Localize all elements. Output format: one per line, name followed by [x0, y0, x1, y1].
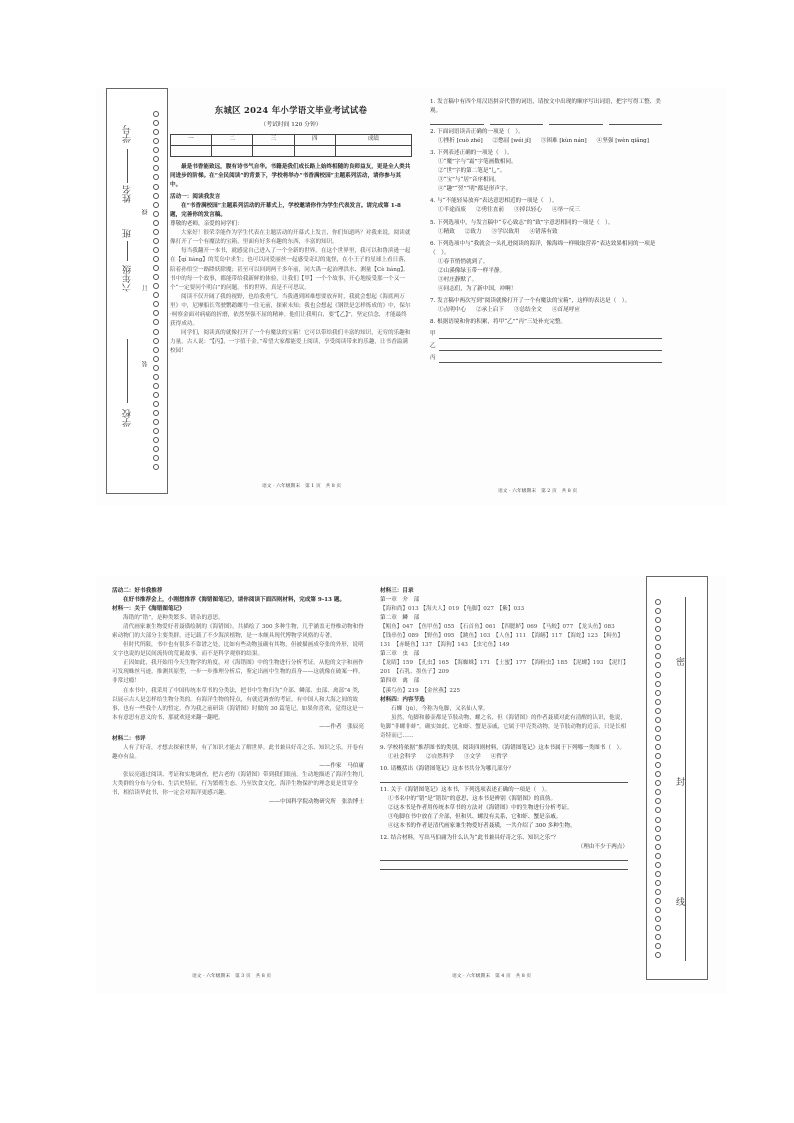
activity-1-title: 活动一：阅读我发言 [170, 194, 221, 201]
score-cell[interactable] [335, 146, 411, 157]
score-cell[interactable] [171, 146, 212, 157]
toc-chapter: 第三章 虫 部 [380, 651, 420, 658]
q12-note: （理由不少于两点） [577, 844, 628, 851]
option[interactable]: ③困难 [kùn nán] [540, 138, 587, 145]
option[interactable]: ③村庄静默了。 [438, 276, 478, 283]
option[interactable]: ④首尾呼应 [551, 306, 580, 313]
option[interactable]: ③掉以轻心 [513, 207, 542, 214]
activity-1-instruction: 在“书香满校园”主题系列活动的开幕式上，学校邀请你作为学生代表发言。请完成第 1-8 题，完善你的发言稿。 [170, 203, 401, 219]
option[interactable]: ④“趣”“翌”“明”都是形声字。 [438, 186, 512, 193]
material-paragraph: 虽然，龟脚和藤壶都是节肢动物，螺之名，但《海错图》的作者聂璜对此有清醒的认识，他说，龟脚“非螺非蚌”。确实如此，它和虾、蟹是亲戚，它属于甲壳类动物，是节肢动物的近亲，只是长相奇特而已…… [380, 714, 627, 739]
question-9: 9. 学校将依据“推荐图书的类别，阅读四则材料，《海错图笔记》这本书属于下列哪一类图书（ ）。 [380, 744, 625, 751]
material-3-title: 材料三：目录 [380, 588, 414, 594]
question-12: 12. 结合材料，写出马伯庸为什么认为“此书兼具好奇之乐、知识之乐”？ [380, 835, 559, 842]
q12-answer-line[interactable] [380, 861, 628, 870]
question-5: 5. 下列选项中，与发言稿中“专心致志”的“致”字意思相同的一项是（ ）。 [430, 219, 614, 226]
material-paragraph: 张辰亮通过阅读、考证和实地调查，把古老的《海错图》带到我们眼前。生动地描述了海洋生物几大类群的分布与分布、生活史特征，行为繁殖生态。乃至饮食文化，海洋生物保护的理念更是贯穿全书，相信读毕此书，你一定会对海洋更感兴趣。 [112, 771, 364, 797]
material-2-author: ——作家 马伯庸 [319, 762, 364, 769]
q1-answer-blanks[interactable] [430, 116, 662, 125]
score-header: 一 [171, 135, 212, 146]
page-4 [380, 587, 628, 870]
option[interactable]: ④举一反三 [551, 207, 580, 214]
q6-options [430, 258, 662, 294]
exam-duration: （考试时间 120 分钟） [260, 121, 322, 128]
option[interactable]: ②承上启下 [475, 306, 504, 313]
speech-paragraph: 每当我翻开一本书，就感觉自己进入了一个全新的世界。在这个世界里，我可以和鲁滨逊一起在【qí liáng】的荒岛中求生；也可以同爱丽丝一起感受奇幻的鬼怪，在小王子的星球上看日落，陪着孙悟空一路降妖除魔；甚至可以回到两千多年前，同大禹一起治理洪水、测量【Cè liáng】。书中的每一个故事，都能带给我新鲜的体验，让我们【甲】一个个故事，开心地接受那一个又一个“一定要问个明白”的问题。书的世界，真是不可思议。 [170, 248, 411, 291]
toc-items: 【鲳鱼】047 【鱼甲鱼】055 【石首鱼】061 【四腮鲈】069 【马鲛】077 【龙头鱼】083 【钱串鱼】089 【野鱼】095 【跳鱼】103 【人鱼】111 【海鳝】117 【海蛇】123 【鲟鱼】131 【赤鲢鱼】137 【海狗】143 【虫宅鱼】149 [380, 624, 624, 649]
page-3-footer: 语文 · 六年级期末 第 3 页 共 8 页 [192, 974, 272, 979]
score-header: 二 [212, 135, 253, 146]
material-paragraph: 但时代所限，书中也有很多不靠谱之处，比如有些动物虽确有其物，但被描画成夸张的外形，说明文字也说的是民间流传的荒诞故事，而不是科学观察的结果。 [112, 642, 364, 658]
class-label: 班 [123, 229, 133, 238]
option[interactable]: ②自然科学 [425, 753, 454, 760]
option[interactable]: ④同志们，为了新中国，冲啊！ [438, 285, 517, 292]
question-4: 4. 与“不能轻易放弃”表达意思相近的一项是（ ）。 [430, 198, 558, 205]
question-7: 7. 发言稿中两次写到“阅读就像打开了一个有魔法的宝箱”，这样的表达是（ ）。 [430, 297, 631, 304]
option[interactable]: ①春节悄悄就到了。 [438, 258, 489, 265]
material-2-author-2: ——中国科学院动物研究所 张浩博士 [268, 799, 364, 806]
page-2 [430, 98, 662, 363]
option[interactable]: ②山溪像绿玉带一样平静。 [438, 267, 506, 274]
seal-word-2: 封 [674, 777, 684, 786]
option[interactable]: ①书名中的“错”是“错误”的意思，这本书是辨别《海错图》的真伪。 [388, 795, 557, 802]
score-header: 四 [294, 135, 335, 146]
material-paragraph: 海错的“错”，是种类繁多、错杂的意思。 [123, 615, 224, 622]
q5-options [430, 228, 662, 237]
speech-paragraph: 大家好！很荣幸能作为学生代表在主题活动的开幕式上发言，你们知道吗？对我来说，阅读就像打开了一个有魔法的宝箱，里面有好多有趣的东西，丰富的知识。 [170, 230, 411, 246]
option[interactable]: ④这本书的作者是清代画家兼生物爱好者聂璜，一共介绍了 300 多种生物。 [388, 823, 576, 830]
option[interactable]: ③龟脚在书中放在了介部，但和贝、螺没有关系，它和虾、蟹是亲戚。 [388, 814, 562, 821]
student-id-label: 学号 [123, 125, 133, 143]
score-cell[interactable] [212, 146, 253, 157]
intro-paragraph: 最是书香能致远，腹有诗书气自华。书籍是我们成长路上始终相随的良师益友，更是全人类共同进步的阶梯。在“全民阅读”的背景下，学校将举办“书香满校园”主题系列活动，请你参与其中。 [170, 164, 411, 189]
school-label: 学校 [123, 409, 133, 427]
q9-options [380, 753, 628, 762]
name-field-line[interactable] [127, 149, 128, 183]
option[interactable]: ①精致 [438, 228, 455, 235]
toc-items: 【溪鸟鱼】219 【金丝燕】225 [380, 687, 461, 694]
fill-row-bing[interactable]: 丙 [430, 354, 662, 363]
option[interactable]: ②勇往直前 [475, 207, 504, 214]
binding-word-3: 装 [142, 361, 149, 367]
material-4-title: 材料四：内容节选 [380, 696, 425, 703]
option[interactable]: ①“魔”字与“霜”字笔画数相同。 [438, 159, 517, 166]
question-2: 2. 下面词语读音正确的一项是（ ）。 [430, 129, 524, 136]
page-1-footer: 语文 · 六年级期末 第 1 页 共 8 页 [262, 484, 342, 489]
option[interactable]: ①挫折 [cuò zhé] [438, 138, 483, 145]
score-cell[interactable] [253, 146, 294, 157]
binding-word-2: 订 [142, 285, 149, 291]
binding-holes [153, 111, 159, 471]
activity-2-instruction: 在好书推荐会上，小刚想推荐《海错图笔记》，请你阅读下面四则材料，完成第 9-13 题。 [123, 597, 346, 604]
q2-options [430, 137, 662, 146]
question-1: 1. 发言稿中有四个用汉语拼音代替的词语，请按文中出现的顺序写出词语，把字写得工整、美观。 [430, 99, 661, 115]
option[interactable]: ④错落有致 [529, 228, 558, 235]
school-field-line[interactable] [127, 339, 128, 403]
toc-chapter: 第二章 鳞 部 [380, 615, 420, 622]
q11-options [380, 795, 628, 831]
q7-options [430, 306, 662, 315]
question-10: 10. 请概括出《海错图笔记》这本书共分为哪几部分？ [380, 765, 514, 772]
option[interactable]: ①半途而废 [438, 207, 466, 214]
material-paragraph: 石蛳（jū），今称为龟脚，又名仙人掌。 [391, 705, 489, 712]
score-header: 三 [253, 135, 294, 146]
option[interactable]: ②“世”字的第二笔是“乚”。 [438, 168, 506, 175]
option[interactable]: ④哲学 [490, 753, 508, 760]
question-3: 3. 下列表述正确的一项是（ ）。 [430, 150, 513, 157]
toc-chapter: 第四章 禽 部 [380, 678, 420, 685]
question-8: 8. 根据语境和你的积累，将甲“乙”“丙”三处补充完整。 [430, 318, 567, 325]
option[interactable]: ③“宝”与“居”音序相同。 [438, 177, 500, 184]
left-binding-strip [106, 88, 168, 494]
material-1-author: ——作者 张辰亮 [319, 723, 364, 730]
seal-word-1: 密 [674, 657, 684, 666]
seal-line [685, 597, 686, 961]
material-paragraph: 清代画家兼生物爱好者聂璜绘制的《海错图》，共描绘了 300 多种生物，几乎涵盖无脊椎动物和脊索动物门的大部分主要类群，还记载了不少海滨植物，是一本颇具现代博物学风格的专著。 [112, 624, 364, 640]
question-11: 11. 关于《海错图笔记》这本书，下列选项表述正确的一项是（ ）。 [380, 786, 551, 793]
toc-chapter: 第一章 介 部 [380, 597, 420, 604]
activity-2-title: 活动二：好书我推荐 [112, 588, 163, 594]
question-6: 6. 下列选项中与“我就会一头扎进阅读的海洋，像海绵一样吸取营养”表达效果相同的一项是（ ）。 [430, 240, 656, 256]
score-cell[interactable] [294, 146, 335, 157]
q10-answer-line[interactable] [380, 774, 628, 783]
material-paragraph: 人有了好奇，才想去探索世界，有了知识才能去了解世界。此书兼具好奇之乐、知识之乐，开卷有趣亦有益。 [112, 744, 364, 760]
fill-row-jia[interactable]: 甲 [430, 330, 662, 339]
class-field-line[interactable] [127, 241, 128, 261]
binding-word-1: 线 [142, 209, 149, 215]
exam-title: 东城区 2024 年小学语文毕业考试试卷 [214, 105, 368, 115]
material-1-title: 材料一：关于《海错图笔记》 [112, 606, 185, 613]
option[interactable]: ②这本书是作者用传统本草书的方法对《海错图》中的生物进行分析考证。 [388, 805, 573, 812]
option[interactable]: ④坚强 [wèn qiǎng] [596, 138, 649, 145]
option[interactable]: ①点明中心 [438, 306, 466, 313]
speech-paragraph: 同学们，阅读真的就像打开了一个有魔法的宝箱！它可以带给我们丰富的知识，无穷的乐趣和力量。古人说：“【丙】，一字值千金。”希望大家都能爱上阅读，享受阅读带来的乐趣，让书香溢满校园！ [170, 329, 411, 354]
option[interactable]: ②憋屈 [wéi jǐ] [492, 138, 531, 145]
right-binding-strip [646, 576, 708, 980]
option[interactable]: ③总结全文 [513, 306, 542, 313]
binding-holes-right [655, 599, 661, 959]
speech-greeting: 尊敬的老师，亲爱的同学们： [170, 221, 243, 228]
option[interactable]: ②致力 [464, 228, 482, 235]
material-paragraph: 在本书中，我采用了中国传统本草书的分类法，把书中生物归为“介部、鳞部、虫部、禽部”4 类，以展示古人是怎样给生物分类的。有海洋生物的特点，有就近调查的考证，有中国人和大海之间的故事，也有一些我个人的暂定，作为我之前研读《海错图》时做的 30 篇笔记，如果你喜欢，觉得这是一本有意思有意义的书，那就欢迎来翻一翻吧。 [112, 687, 364, 721]
page-1 [170, 104, 412, 356]
page-2-footer: 语文 · 六年级期末 第 2 页 共 8 页 [498, 489, 578, 494]
q3-options [430, 158, 662, 194]
speech-paragraph: 阅读不仅开阔了我的视野，也给我勇气。当我遇到困难想要放弃时，我就会想起《海底两万里》中，尼摩船长驾驶鹦鹉螺号一往无前，探索未知；我也会想起《钢铁是怎样炼成的》中，保尔·柯察金面对病痛的折磨，依然坚强不屈的精神。他们让我明白，要“【乙】”，坚定信念，才能最终获得成功。 [170, 293, 411, 327]
grade-label: 六年级 [123, 265, 133, 292]
page-3 [112, 587, 364, 807]
page-4-footer: 语文 · 六年级期末 第 4 页 共 8 页 [452, 974, 532, 979]
fill-row-yi[interactable]: 乙 [430, 342, 662, 351]
score-table [170, 134, 412, 157]
toc-items: 【龙睛】159 【孔虫】165 【海蜘蛛】171 【土蜜】177 【海粉虫】185 【泥螺】193 【泥钉】201 【石乳、墨鱼子】209 [380, 660, 626, 676]
q4-options [430, 206, 662, 215]
score-header: 成绩 [335, 135, 411, 146]
option[interactable]: ①社会科学 [388, 753, 416, 760]
material-2-title: 材料二：书评 [112, 735, 146, 742]
toc-items: 【海和尚】013 【海夫人】019 【龟脚】027 【紫】033 [380, 606, 525, 613]
q12-answer-line[interactable] [380, 852, 628, 861]
option[interactable]: ③文学 [463, 753, 481, 760]
material-paragraph: 正因如此，我开始用今天生物学的角度，对《海错图》中的生物进行分析考证。从他的文字和画作可发现蛛丝马迹，推测其原型，一步一步推理分析后，鉴定出画中生物的真身——这就像在破案一样，非常过瘾！ [112, 660, 364, 685]
seal-word-3: 线 [674, 897, 684, 906]
option[interactable]: ③学以致用 [491, 228, 520, 235]
name-label: 姓名 [123, 185, 133, 203]
